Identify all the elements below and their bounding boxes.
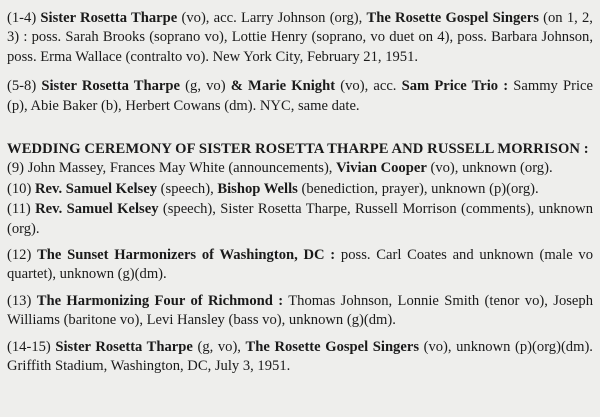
session-2-artist-1: Sister Rosetta Tharpe — [41, 78, 181, 95]
entry-artist: Rev. Samuel Kelsey — [35, 201, 159, 218]
session-1-artist-role: (vo), acc. Larry Johnson (org), — [181, 10, 363, 26]
session-2-artist-1-role: (g, vo) — [185, 78, 226, 95]
wedding-entry-13 — [7, 292, 593, 331]
entry-details: (speech), Sister Rosetta Tharpe, Russell Morrison (comments), unknown (org). — [7, 201, 593, 237]
entry-number: (11) — [7, 201, 31, 218]
entry-number: (12) — [7, 247, 32, 264]
entry-details: poss. Carl Coates and unknown (male vo quartet), unknown (g)(dm). — [7, 247, 594, 283]
wedding-entry-11 — [7, 200, 593, 239]
session-1-group: The Rosette Gospel Singers — [366, 10, 539, 26]
entry-details: (benediction, prayer), unknown (p)(org). — [301, 180, 539, 197]
discography-page — [7, 9, 593, 377]
entry-artist-1-role: (speech), — [160, 180, 214, 197]
entry-details: (vo), unknown (p)(org)(dm). Griffith Stadium, Washington, DC, July 3, 1951. — [7, 338, 593, 375]
entry-number: (13) — [7, 292, 32, 309]
wedding-entry-9 — [7, 159, 593, 178]
entry-number: (9) — [7, 160, 25, 177]
session-1-artist: Sister Rosetta Tharpe — [40, 10, 178, 26]
entry-artist-1: Sister Rosetta Tharpe — [55, 338, 193, 355]
entry-artist: The Sunset Harmonizers of Washington, DC : — [37, 247, 336, 264]
entry-number: (10) — [7, 180, 32, 197]
session-2-group: Sam Price Trio : — [401, 78, 509, 95]
session-2-artist-2-role: (vo), acc. — [340, 78, 397, 95]
entry-artist-2: The Rosette Gospel Singers — [245, 338, 419, 355]
wedding-entry-14-15 — [7, 338, 593, 377]
session-2-artist-2: & Marie Knight — [230, 78, 336, 95]
wedding-entry-10 — [7, 180, 593, 199]
entry-personnel: John Massey, Frances May White (announcements), — [27, 160, 333, 177]
entry-details: Thomas Johnson, Lonnie Smith (tenor vo), Joseph Williams (baritone vo), Levi Hansley (bass vo), unknown (g)(dm). — [7, 292, 593, 329]
entry-artist: The Harmonizing Four of Richmond : — [36, 292, 284, 309]
entry-number: (14-15) — [7, 338, 51, 355]
entry-artist-1-role: (g, vo), — [197, 338, 241, 355]
entry-artist: Vivian Cooper — [336, 160, 427, 177]
entry-details: (vo), unknown (org). — [430, 160, 553, 177]
wedding-entry-12 — [7, 246, 593, 285]
session-1-paragraph — [7, 9, 593, 67]
wedding-heading: WEDDING CEREMONY OF SISTER ROSETTA THARPE AND RUSSELL MORRISON : — [7, 141, 589, 158]
session-2-details: Sammy Price (p), Abie Baker (b), Herbert Cowans (dm). NYC, same date. — [7, 78, 593, 114]
session-2-paragraph — [7, 77, 593, 116]
session-1-details: (on 1, 2, 3) : poss. Sarah Brooks (soprano vo), Lottie Henry (soprano, vo duet on 4), poss. Barbara Johnson, poss. Erma Wallace (contralto vo). New York City, February 21, 1951. — [7, 10, 593, 65]
entry-artist-1: Rev. Samuel Kelsey — [34, 180, 157, 197]
entry-artist-2: Bishop Wells — [217, 180, 298, 197]
session-2-number: (5-8) — [7, 78, 37, 95]
session-1-number: (1-4) — [7, 10, 37, 26]
